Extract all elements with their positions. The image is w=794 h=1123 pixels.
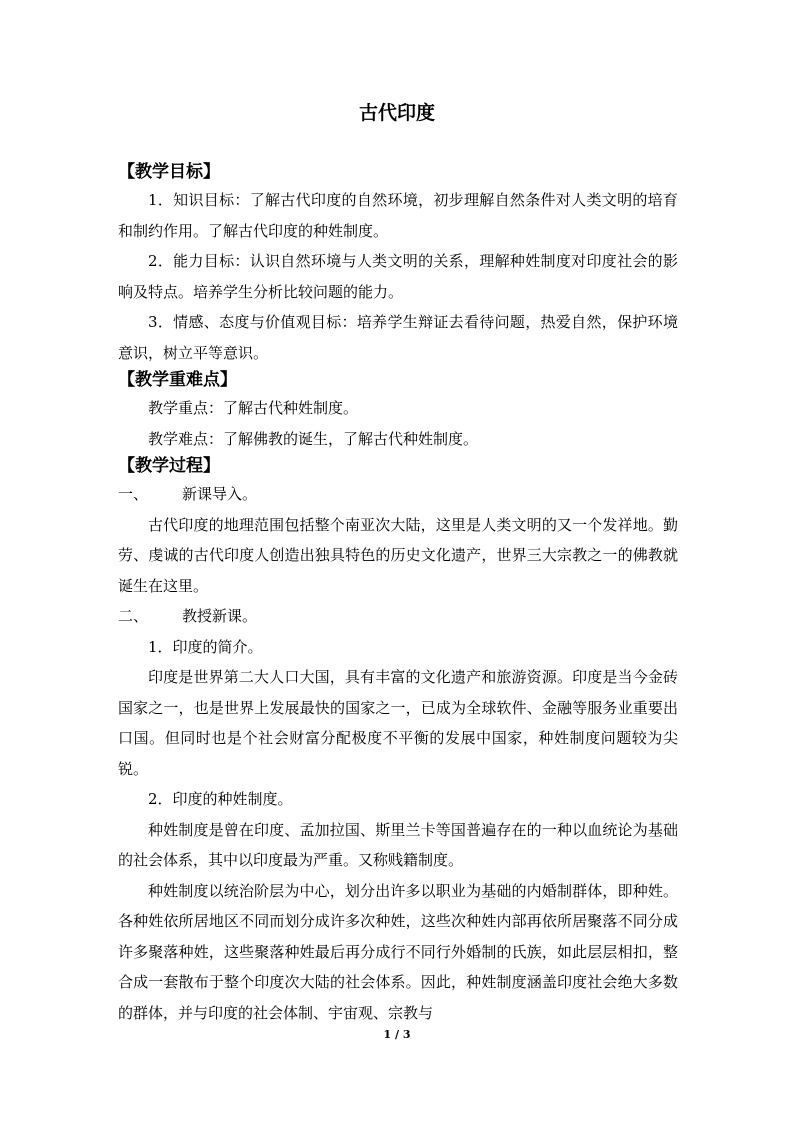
caste-paragraph-1: 种姓制度是曾在印度、孟加拉国、斯里兰卡等国普遍存在的一种以血统论为基础的社会体系，其中以印度最为严重。又称贱籍制度。 <box>118 820 678 869</box>
india-paragraph: 印度是世界第二大人口大国，具有丰富的文化遗产和旅游资源。印度是当今金砖国家之一，也是世界上发展最快的国家之一，已成为全球软件、金融等服务业重要出口国。但同时也是个社会财富分配极度不平衡的发展中国家，种姓制度问题较为尖锐。 <box>118 668 678 778</box>
step-number: 二、 <box>118 607 149 625</box>
step-number: 一、 <box>118 485 149 503</box>
difficult-point: 教学难点：了解佛教的诞生，了解古代种姓制度。 <box>148 429 479 448</box>
section-heading-objectives: 【教学目标】 <box>118 162 220 182</box>
subsection-caste: 2．印度的种姓制度。 <box>148 790 293 808</box>
objective-ability: 2．能力目标：认识自然环境与人类文明的关系，理解种姓制度对印度社会的影响及特点。培养学生分析比较问题的能力。 <box>118 252 678 301</box>
caste-paragraph-2: 种姓制度以统治阶层为中心，划分出许多以职业为基础的内婚制群体，即种姓。各种姓依所居地区不同而划分成许多次种姓，这些次种姓内部再依所居聚落不同分成许多聚落种姓，这些聚落种姓最后再分成行不同行外婚制的氏族，如此层层相扣，整合成一套散布于整个印度次大陆的社会体系。因此，种姓制度涵盖印度社会绝大多数的群体，并与印度的社会体制、宇宙观、宗教与 <box>118 881 678 1022</box>
subsection-india-intro: 1．印度的简介。 <box>148 637 263 656</box>
step-label: 新课导入。 <box>182 485 258 503</box>
section-heading-key-points: 【教学重难点】 <box>118 370 237 390</box>
objective-knowledge: 1．知识目标：了解古代印度的自然环境，初步理解自然条件对人类文明的培育和制约作用。了解古代印度的种姓制度。 <box>118 191 678 240</box>
step-label: 教授新课。 <box>182 607 258 625</box>
key-point: 教学重点：了解古代种姓制度。 <box>148 399 359 417</box>
step-teaching <box>118 601 678 632</box>
document-body <box>118 160 678 1028</box>
intro-paragraph: 古代印度的地理范围包括整个南亚次大陆，这里是人类文明的又一个发祥地。勤劳、虔诚的古代印度人创造出独具特色的历史文化遗产，世界三大宗教之一的佛教就诞生在这里。 <box>118 515 678 595</box>
page-number: 1 / 3 <box>383 1028 411 1041</box>
objective-attitude: 3．情感、态度与价值观目标：培养学生辩证去看待问题，热爱自然，保护环境意识，树立平等意识。 <box>118 313 678 362</box>
section-heading-process: 【教学过程】 <box>118 456 220 476</box>
document-title: 古代印度 <box>358 102 435 124</box>
step-intro <box>118 479 678 510</box>
